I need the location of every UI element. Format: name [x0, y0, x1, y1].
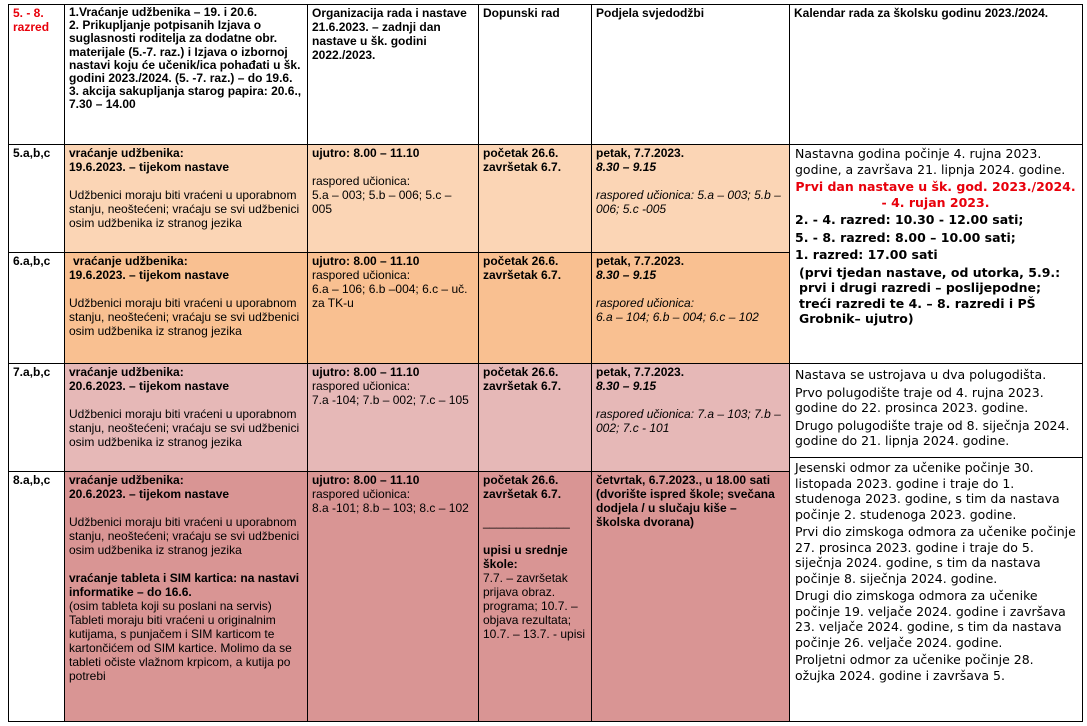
row-7-certificates [591, 363, 789, 471]
grid-line [478, 4, 479, 722]
org-rooms: 6.a – 106; 6.b –004; 6.c – uč. za TK-u [312, 282, 468, 310]
org-rooms: 7.a -104; 7.b – 002; 7.c – 105 [312, 393, 469, 407]
org-time: ujutro: 8.00 – 11.10 [312, 365, 420, 379]
row-6-organisation [307, 252, 478, 363]
row-5-books [64, 144, 307, 252]
books-note: Udžbenici moraju biti vraćeni u uporabnom stanju, neoštećeni; vraćaju se svi udžbenici osim udžbenika iz stranog jezika [69, 407, 300, 449]
calendar-first-week-note: (prvi tjedan nastave, od utorka, 5.9.: prvi i drugi razredi – poslijepodne; treći razredi te 4. – 8. razredi i PŠ Grobnik– ujutro) [799, 264, 1061, 326]
row-6-certificates [591, 252, 789, 363]
row-6-supplementary: početak 26.6. završetak 6.7. [478, 252, 591, 363]
cert-place: (dvorište ispred škole; svečana dodjela / u slučaju kiše – školska dvorana) [596, 487, 775, 529]
cert-rooms-label: raspored učionica: [596, 296, 695, 310]
grid-line [8, 721, 1083, 722]
header-activities [64, 4, 307, 144]
grid-line [789, 457, 1083, 458]
row-5-supplementary: početak 26.6. završetak 6.7. [478, 144, 591, 252]
header-organisation: Organizacija rada i nastave 21.6.2023. – zadnji dan nastave u šk. godini 2022./2023. [312, 6, 467, 62]
row-8-books [64, 471, 307, 722]
header-grade: 5. - 8. razred [13, 6, 50, 34]
cert-time: 8.30 – 9.15 [596, 268, 657, 282]
calendar-holidays [789, 458, 1082, 722]
calendar-grades-2-4: 2. - 4. razred: 10.30 - 12.00 sati; [795, 212, 1024, 227]
row-7-supplementary: početak 26.6. završetak 6.7. [478, 363, 591, 471]
cert-rooms: 6.a – 104; 6.b – 004; 6.c – 102 [596, 310, 759, 324]
row-8-grade: 8.a,b,c [13, 473, 51, 487]
calendar-grades-5-8: 5. - 8. razred: 8.00 – 10.00 sati; [795, 229, 1016, 245]
row-5-grade: 5.a,b,c [13, 146, 51, 160]
calendar-spring-break: Proljetni odmor za učenike počinje 28. ožujka 2024. godine i završava 5. [795, 652, 1034, 683]
grid-line [1082, 4, 1083, 722]
cert-date: petak, 7.7.2023. [596, 146, 685, 160]
row-6-grade: 6.a,b,c [13, 254, 51, 268]
books-note: Udžbenici moraju biti vraćeni u uporabnom stanju, neoštećeni; vraćaju se svi udžbenici osim udžbenika iz stranog jezika [69, 515, 300, 557]
calendar-winter-break-1: Prvi dio zimskoga odmora za učenike počinje 27. prosinca 2023. godine i traje do 5. siječnja 2024. godine, s tim da nastava počinje 8. siječnja 2024. godine. [795, 524, 1076, 586]
grid-line [8, 4, 1083, 5]
calendar-two-semesters: Nastava se ustrojava u dva polugodišta. [795, 367, 1047, 382]
books-date: 19.6.2023. – tijekom nastave [69, 160, 230, 174]
grid-line [591, 4, 592, 722]
calendar-year-dates: Nastavna godina počinje 4. rujna 2023. godine, a završava 21. lipnja 2024. godine. [795, 146, 1066, 177]
cert-time: 8.30 – 9.15 [596, 379, 657, 393]
row-8-certificates [591, 471, 789, 722]
calendar-start [789, 144, 1082, 363]
books-date: 20.6.2023. – tijekom nastave [69, 487, 230, 501]
grid-line [307, 4, 308, 722]
org-rooms: 8.a -101; 8.b – 103; 8.c – 102 [312, 501, 469, 515]
org-rooms-label: raspored učionica: [312, 268, 411, 282]
grid-line [8, 363, 1083, 364]
grid-line [8, 471, 789, 472]
cert-date: petak, 7.7.2023. [596, 365, 685, 379]
calendar-autumn-break: Jesenski odmor za učenike počinje 30. listopada 2023. godine i traje do 1. studenoga 2023. godine, s tim da nastava počinje 2. studenoga 2023. godine. [795, 460, 1060, 522]
grid-line [789, 4, 790, 722]
books-date: 19.6.2023. – tijekom nastave [69, 268, 230, 282]
header-calendar: Kalendar rada za školsku godinu 2023./2024. [794, 6, 1049, 20]
header-activity-2: 2. Prikupljanje potpisanih Izjava o suglasnosti roditelja za dodatne obr. materijale (5.-7. raz.) i Izjava o izbornoj nastavi koju će učenik/ica pohađati u šk. godini 2023./2024. (5. -7. raz.) – do 19.6. [69, 18, 301, 86]
row-5-certificates [591, 144, 789, 252]
grid-line [8, 4, 9, 722]
org-rooms-label: raspored učionica: [312, 174, 411, 188]
books-title: vraćanje udžbenika: [73, 254, 188, 268]
calendar-second-semester: Drugo polugodište traje od 8. siječnja 2024. godine do 21. lipnja 2024. godine. [795, 417, 1070, 448]
dop-dates: početak 26.6. završetak 6.7. [483, 473, 562, 501]
grid-line [64, 4, 65, 722]
row-5-organisation [307, 144, 478, 252]
cert-date: petak, 7.7.2023. [596, 254, 685, 268]
org-time: ujutro: 8.00 – 11.10 [312, 254, 420, 268]
org-time: ujutro: 8.00 – 11.10 [312, 473, 420, 487]
books-title: vraćanje udžbenika: [69, 473, 184, 487]
grid-line [8, 144, 1083, 145]
calendar-winter-break-2: Drugi dio zimskoga odmora za učenike počinje 19. veljače 2024. godine i završava 23. veljače 2024. godine, s tim da nastava počinje 26. veljače 2024. godine. [795, 588, 1066, 650]
header-supplementary: Dopunski rad [483, 6, 560, 20]
row-8-organisation [307, 471, 478, 722]
org-rooms-label: raspored učionica: [312, 379, 411, 393]
header-activity-1: 1.Vraćanje udžbenika – 19. i 20.6. [69, 5, 258, 19]
org-rooms-label: raspored učionica: [312, 487, 411, 501]
enrolment-details: 7.7. – završetak prijava obraz. programa; 10.7. – objava rezultata; 10.7. – 13.7. - upisi [483, 571, 586, 641]
cert-rooms: raspored učionica: 7.a – 103; 7.b – 002; 7.c - 101 [596, 407, 781, 435]
cert-rooms: raspored učionica: 5.a – 003; 5.b – 006; 5.c -005 [596, 188, 781, 216]
books-note: Udžbenici moraju biti vraćeni u uporabnom stanju, neoštećeni; vraćaju se svi udžbenici osim udžbenika iz stranog jezika [69, 188, 300, 230]
cert-date: četvrtak, 6.7.2023., u 18.00 sati [596, 473, 771, 487]
row-8-supplementary [478, 471, 591, 722]
row-7-grade: 7.a,b,c [13, 365, 51, 379]
calendar-first-day: Prvi dan nastave u šk. god. 2023./2024. - 4. rujan 2023. [795, 179, 1076, 210]
header-certificates: Podjela svjedodžbi [596, 6, 705, 20]
calendar-first-semester: Prvo polugodište traje od 4. rujna 2023. godine do 22. prosinca 2023. godine. [795, 384, 1044, 415]
books-note: Udžbenici moraju biti vraćeni u uporabnom stanju, neoštećeni; vraćaju se svi udžbenici osim udžbenika iz stranog jezika [69, 296, 300, 338]
tablet-note: (osim tableta koji su poslani na servis) Tableti moraju biti vraćeni u originalnim kutijama, s punjačem i SIM karticom te kartončićem od SIM kartice. Molimo da se tableti očiste vlažnom krpicom, a kutija po potrebi [69, 599, 292, 683]
cert-time: 8.30 – 9.15 [596, 160, 657, 174]
books-date: 20.6.2023. – tijekom nastave [69, 379, 230, 393]
calendar-semesters [789, 365, 1082, 457]
calendar-grade-1: 1. razred: 17.00 sati [795, 247, 938, 262]
books-title: vraćanje udžbenika: [69, 365, 184, 379]
tablet-title: vraćanje tableta i SIM kartica: na nastavi informatike – do 16.6. [69, 571, 300, 599]
row-7-organisation [307, 363, 478, 471]
grid-line [8, 252, 789, 253]
row-6-books [64, 252, 307, 363]
enrolment-title: upisi u srednje škole: [483, 543, 568, 571]
books-title: vraćanje udžbenika: [69, 146, 184, 160]
org-time: ujutro: 8.00 – 11.10 [312, 146, 420, 160]
row-7-books [64, 363, 307, 471]
header-activity-3: 3. akcija sakupljanja starog papira: 20.6., 7.30 – 14.00 [69, 84, 302, 112]
org-rooms: 5.a – 003; 5.b – 006; 5.c – 005 [312, 188, 452, 216]
dop-divider: _____________ [483, 515, 570, 529]
